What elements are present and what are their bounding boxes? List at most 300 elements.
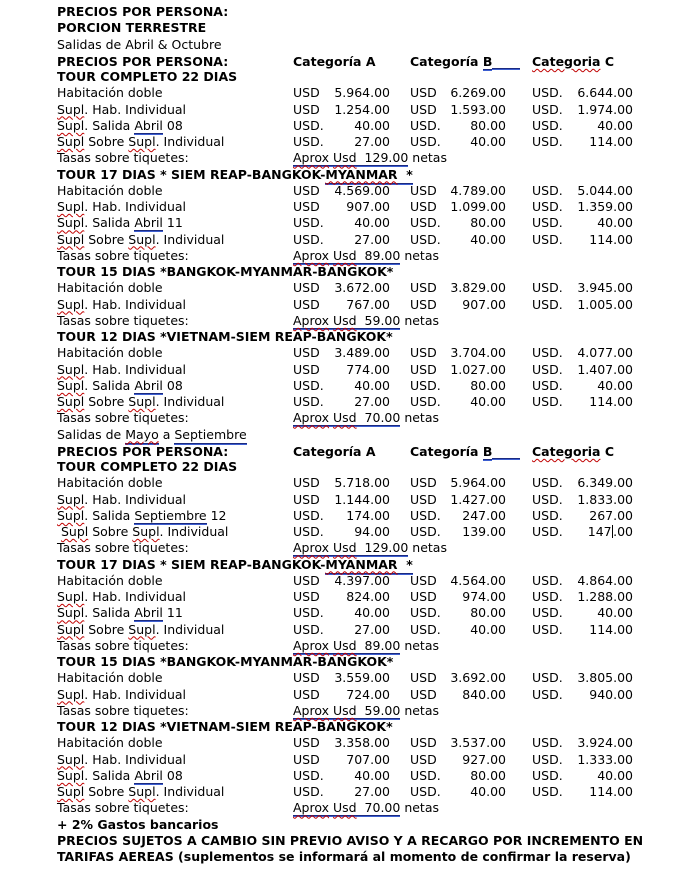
- price-currency: USD.: [532, 686, 563, 702]
- text-span: . Salida: [84, 117, 135, 133]
- row-label: [57, 508, 293, 524]
- misspelled-word: Supl: [57, 361, 85, 377]
- price-amount: 27.00: [354, 134, 390, 149]
- misspelled-word: Supl: [57, 784, 85, 799]
- price-cell: [532, 752, 633, 768]
- price-row: [57, 362, 694, 378]
- misspelled-word: Categoria: [532, 53, 601, 69]
- underlined-word: B: [482, 443, 493, 459]
- text-span: TOUR COMPLETO 22 DIAS: [57, 459, 238, 474]
- price-currency: USD: [293, 101, 320, 117]
- text-span: Sobre: [84, 621, 129, 637]
- price-currency: USD.: [532, 524, 563, 539]
- price-cell: [410, 362, 506, 378]
- price-amount: 1.407.00: [577, 361, 633, 377]
- price-cell: [532, 118, 633, 134]
- price-amount: 27.00: [354, 784, 390, 799]
- price-amount: 927.00: [462, 751, 506, 767]
- price-amount: 3.829.00: [450, 280, 506, 296]
- price-amount: 40.00: [354, 605, 390, 621]
- heading-line: [57, 264, 694, 280]
- price-currency: USD: [293, 572, 320, 588]
- row-label: [57, 622, 293, 638]
- text-span: . Salida: [84, 767, 135, 783]
- underlined-word: Abril: [134, 117, 163, 133]
- price-cell: [293, 297, 390, 313]
- price-cell: [410, 215, 506, 231]
- misspelled-underlined-word: Aprox: [293, 247, 330, 263]
- misspelled-word: Supl: [57, 507, 85, 523]
- text-span: netas: [400, 702, 440, 718]
- price-row: [57, 345, 694, 361]
- row-label: [57, 345, 293, 361]
- price-cell: [532, 183, 633, 199]
- price-currency: USD.: [532, 199, 563, 214]
- price-cell: [532, 199, 633, 215]
- price-currency: USD.: [532, 134, 563, 149]
- price-currency: USD.: [410, 117, 441, 133]
- text-span: C: [600, 53, 615, 69]
- taxes-note: [293, 703, 439, 719]
- underlined-word: B: [482, 53, 493, 69]
- price-currency: USD: [410, 572, 437, 588]
- price-currency: USD.: [293, 524, 324, 539]
- price-row: [57, 394, 694, 410]
- price-cell: [532, 475, 633, 491]
- price-cell: [293, 199, 390, 215]
- price-cell: [532, 102, 633, 118]
- row-label: [57, 492, 293, 508]
- price-amount: 80.00: [470, 215, 506, 231]
- underlined-word: 89.00: [356, 637, 401, 653]
- underlined-word: Abril: [134, 605, 163, 621]
- price-currency: USD: [410, 589, 437, 604]
- price-currency: USD.: [410, 377, 441, 393]
- text-span: Sobre: [84, 231, 129, 247]
- price-amount: 40.00: [354, 117, 390, 133]
- text-span: netas: [400, 312, 440, 328]
- text-span: . Salida: [84, 507, 135, 523]
- misspelled-word: Supl: [57, 394, 85, 409]
- price-row: [57, 378, 694, 394]
- price-cell: [532, 492, 633, 508]
- text-span: Habitación doble: [57, 735, 163, 751]
- text-span: . Hab. Individual: [84, 361, 187, 377]
- misspelled-word: Supl: [57, 589, 85, 604]
- text-span: Habitación doble: [57, 475, 163, 491]
- price-row: [57, 232, 694, 248]
- price-cell: [410, 524, 506, 540]
- misspelled-word: Supl: [57, 117, 85, 133]
- taxes-row: [57, 540, 694, 556]
- misspelled-underlined-word: Usd: [333, 410, 357, 426]
- underlined-word: 59.00: [356, 312, 401, 328]
- price-currency: USD: [410, 296, 437, 312]
- misspelled-underlined-word: MYANMAR: [325, 557, 397, 574]
- price-amount: 27.00: [354, 231, 390, 247]
- text-span: Categoría: [410, 443, 483, 459]
- price-row: [57, 573, 694, 589]
- price-cell: [293, 475, 390, 491]
- price-amount: 6.269.00: [450, 85, 506, 101]
- text-span: TARIFAS AEREAS (suplementos se informará al momento de confirmar la reserva): [57, 849, 631, 864]
- text-span: netas: [400, 247, 440, 263]
- price-row: [57, 85, 694, 101]
- misspelled-underlined-word: Aprox: [293, 150, 330, 166]
- misspelled-word: Categoria: [532, 443, 601, 459]
- price-currency: USD: [293, 751, 320, 767]
- price-cell: [410, 784, 506, 800]
- taxes-note: [293, 410, 439, 426]
- price-cell: [532, 378, 633, 394]
- price-cell: [532, 670, 633, 686]
- price-cell: [532, 687, 633, 703]
- price-amount: 40.00: [470, 134, 506, 149]
- price-cell: [293, 183, 390, 199]
- price-currency: USD.: [410, 784, 441, 799]
- price-cell: [410, 670, 506, 686]
- price-currency: USD: [293, 686, 320, 702]
- text-span: TOUR 15 DIAS *BANGKOK-MYANMAR-BANGKOK*: [57, 264, 394, 279]
- price-cell: [532, 508, 633, 524]
- row-label: [57, 118, 293, 134]
- price-cell: [410, 297, 506, 313]
- price-amount: 840.00: [462, 686, 506, 702]
- price-amount: 3.692.00: [450, 670, 506, 686]
- price-amount: 774.00: [346, 361, 390, 377]
- row-label: [57, 687, 293, 703]
- price-amount: 114.00: [589, 231, 633, 247]
- category-header-row: [57, 443, 694, 459]
- text-span: TOUR 17 DIAS * SIEM REAP-BANGKOK-: [57, 556, 326, 572]
- price-amount: 1.144.00: [334, 491, 390, 507]
- category-header-row: [57, 53, 694, 69]
- price-cell: [532, 345, 633, 361]
- price-amount: 1.333.00: [577, 751, 633, 767]
- underlined-word: 70.00: [356, 800, 401, 816]
- text-line: [57, 427, 694, 443]
- price-amount: 40.00: [354, 215, 390, 231]
- price-cell: [532, 784, 633, 800]
- row-label: [57, 199, 293, 215]
- price-currency: USD: [410, 85, 437, 101]
- price-cell: [293, 102, 390, 118]
- heading-line: [57, 69, 694, 85]
- price-cell: [293, 735, 390, 751]
- price-currency: USD.: [532, 85, 563, 101]
- row-label: [57, 85, 293, 101]
- price-currency: USD.: [532, 572, 563, 588]
- text-span: netas: [400, 410, 440, 426]
- price-amount: 1.288.00: [577, 589, 633, 604]
- underline-spacer: [492, 53, 520, 69]
- price-row: [57, 524, 694, 540]
- misspelled-underlined-word: Usd: [333, 702, 357, 718]
- taxes-row: [57, 150, 694, 166]
- price-cell: [410, 752, 506, 768]
- misspelled-underlined-word: Mayo: [125, 427, 159, 444]
- text-span: . Salida: [84, 377, 135, 393]
- text-span: Salidas de: [57, 426, 126, 442]
- price-amount: 114.00: [589, 134, 633, 149]
- heading-line: [57, 557, 694, 573]
- price-currency: USD.: [410, 605, 441, 621]
- price-cell: [293, 134, 390, 150]
- text-span: Habitación doble: [57, 182, 163, 198]
- price-currency: USD: [410, 345, 437, 361]
- underlined-word: 70.00: [356, 410, 401, 426]
- price-amount: 824.00: [346, 589, 390, 604]
- price-amount: 3.559.00: [334, 670, 390, 686]
- row-label: [57, 735, 293, 751]
- price-currency: USD.: [293, 231, 324, 247]
- misspelled-word: Supl: [128, 231, 156, 247]
- underlined-word: 129.00: [356, 150, 409, 166]
- price-amount: 40.00: [470, 621, 506, 637]
- underline-spacer: [492, 443, 520, 459]
- taxes-row: [57, 703, 694, 719]
- price-amount: 40.00: [597, 215, 633, 231]
- price-amount: 4.397.00: [334, 572, 390, 588]
- price-currency: USD: [293, 199, 320, 214]
- text-span: + 2% Gastos bancarios: [57, 816, 219, 832]
- misspelled-underlined-word: Usd: [333, 800, 357, 816]
- price-amount: 40.00: [354, 767, 390, 783]
- misspelled-word: Supl: [57, 199, 85, 214]
- row-label: [57, 378, 293, 394]
- price-amount: 3.945.00: [577, 280, 633, 296]
- text-span: 08: [162, 767, 183, 783]
- price-cell: [293, 524, 390, 540]
- price-cell: [532, 524, 633, 540]
- price-currency: USD.: [410, 507, 441, 523]
- price-cell: [410, 735, 506, 751]
- row-label: [57, 394, 293, 410]
- misspelled-word: Supl: [128, 784, 156, 799]
- price-cell: [532, 215, 633, 231]
- price-amount: 4.789.00: [450, 182, 506, 198]
- price-row: [57, 183, 694, 199]
- price-cell: [532, 280, 633, 296]
- misspelled-word: Supl: [57, 296, 85, 312]
- text-span: Categoría: [410, 53, 483, 69]
- price-cell: [410, 589, 506, 605]
- text-span: 11: [162, 605, 183, 621]
- price-cell: [410, 475, 506, 491]
- price-currency: USD: [410, 101, 437, 117]
- text-span: . Individual: [155, 784, 225, 799]
- price-cell: [410, 118, 506, 134]
- price-currency: USD.: [532, 182, 563, 198]
- row-label: [57, 183, 293, 199]
- price-amount: 40.00: [470, 394, 506, 409]
- price-row: [57, 199, 694, 215]
- price-currency: USD: [410, 491, 437, 507]
- text-span: 08: [162, 377, 183, 393]
- text-span: . Individual: [155, 231, 225, 247]
- price-amount: 1.254.00: [334, 101, 390, 117]
- column-header-c: [532, 444, 614, 460]
- price-row: [57, 687, 694, 703]
- price-amount: 147 .00: [587, 524, 633, 539]
- price-amount: 80.00: [470, 767, 506, 783]
- price-amount: 940.00: [589, 686, 633, 702]
- price-amount: 5.964.00: [334, 85, 390, 101]
- misspelled-underlined-word: Aprox: [293, 312, 330, 328]
- text-span: Sobre: [84, 394, 129, 409]
- row-label: [57, 102, 293, 118]
- price-currency: USD.: [410, 524, 441, 539]
- misspelled-underlined-word: Aprox: [293, 637, 330, 653]
- underlined-word: Abril: [134, 767, 163, 783]
- price-currency: USD: [293, 475, 320, 491]
- price-amount: 3.805.00: [577, 670, 633, 686]
- text-span: Sobre: [84, 784, 129, 799]
- price-amount: 907.00: [462, 296, 506, 312]
- price-amount: 94.00: [354, 524, 390, 539]
- row-label: Tasas sobre tiquetes:: [57, 637, 189, 653]
- price-currency: USD: [293, 85, 320, 101]
- column-header-b: [410, 443, 532, 460]
- row-label: [57, 232, 293, 248]
- misspelled-underlined-word: Aprox: [293, 540, 330, 556]
- price-amount: 974.00: [462, 589, 506, 604]
- price-cell: [410, 345, 506, 361]
- price-cell: [532, 394, 633, 410]
- price-currency: USD: [293, 589, 320, 604]
- misspelled-word: Supl: [128, 394, 156, 409]
- text-line: [57, 37, 694, 53]
- misspelled-word: Supl: [128, 134, 156, 149]
- text-span: a: [158, 426, 175, 442]
- text-span: Habitación doble: [57, 670, 163, 686]
- text-span: TOUR 15 DIAS *BANGKOK-MYANMAR-BANGKOK*: [57, 654, 394, 669]
- text-span: . Hab. Individual: [84, 686, 187, 702]
- text-span: netas: [408, 540, 447, 556]
- price-amount: 6.644.00: [577, 85, 633, 101]
- price-currency: USD.: [532, 589, 563, 604]
- price-currency: USD.: [532, 280, 563, 296]
- price-currency: USD: [410, 686, 437, 702]
- price-cell: [293, 394, 390, 410]
- price-currency: USD.: [532, 621, 563, 637]
- row-label: [57, 784, 293, 800]
- price-amount: 40.00: [470, 231, 506, 247]
- price-currency: USD.: [532, 735, 563, 751]
- row-label: [57, 752, 293, 768]
- price-amount: 174.00: [346, 507, 390, 523]
- price-cell: [293, 378, 390, 394]
- price-cell: [410, 232, 506, 248]
- text-span: . Individual: [159, 524, 229, 539]
- text-span: 11: [162, 215, 183, 231]
- taxes-row: [57, 248, 694, 264]
- misspelled-word: Supl: [132, 524, 160, 539]
- row-label: Tasas sobre tiquetes:: [57, 247, 189, 263]
- text-span: . Salida: [84, 605, 135, 621]
- price-cell: [532, 735, 633, 751]
- price-cell: [532, 134, 633, 150]
- price-cell: [410, 394, 506, 410]
- text-span: PRECIOS SUJETOS A CAMBIO SIN PREVIO AVISO Y A RECARGO POR INCREMENTO EN: [57, 832, 644, 848]
- underlined-word: Abril: [134, 215, 163, 231]
- price-currency: USD.: [532, 767, 563, 783]
- misspelled-word: Supl: [57, 215, 85, 231]
- price-cell: [293, 362, 390, 378]
- price-amount: 3.358.00: [334, 735, 390, 751]
- misspelled-underlined-word: Usd: [333, 150, 357, 166]
- heading-line: [57, 329, 694, 345]
- row-label: Tasas sobre tiquetes:: [57, 410, 189, 426]
- price-row: [57, 752, 694, 768]
- price-row: [57, 134, 694, 150]
- price-amount: 3.704.00: [450, 345, 506, 361]
- price-currency: USD.: [293, 377, 324, 393]
- price-currency: USD: [410, 361, 437, 377]
- price-currency: USD.: [532, 296, 563, 312]
- price-amount: 5.964.00: [450, 475, 506, 491]
- text-span: . Salida: [84, 215, 135, 231]
- price-amount: 40.00: [597, 767, 633, 783]
- text-span: TOUR 17 DIAS * SIEM REAP-BANGKOK-: [57, 166, 326, 182]
- heading-line: [57, 167, 694, 183]
- price-amount: 27.00: [354, 621, 390, 637]
- taxes-note: [293, 800, 439, 816]
- price-cell: [293, 605, 390, 621]
- price-currency: USD.: [293, 134, 324, 149]
- column-header-c: [532, 54, 614, 70]
- price-cell: [410, 492, 506, 508]
- price-currency: USD.: [532, 361, 563, 377]
- price-currency: USD.: [410, 767, 441, 783]
- text-span: . Individual: [155, 394, 225, 409]
- price-amount: 40.00: [597, 117, 633, 133]
- row-label: Tasas sobre tiquetes:: [57, 150, 189, 166]
- misspelled-word: Supl: [57, 231, 85, 247]
- price-row: [57, 768, 694, 784]
- price-cell: [410, 573, 506, 589]
- misspelled-underlined-word: Aprox: [293, 410, 330, 426]
- price-cell: [532, 232, 633, 248]
- misspelled-word: Supl: [57, 101, 85, 117]
- price-currency: USD.: [293, 784, 324, 799]
- price-amount: 724.00: [346, 686, 390, 702]
- text-span: TOUR COMPLETO 22 DIAS: [57, 69, 238, 84]
- heading-line: [57, 833, 694, 849]
- price-amount: 6.349.00: [577, 475, 633, 491]
- heading-line: [57, 4, 694, 20]
- row-label: Tasas sobre tiquetes:: [57, 312, 189, 328]
- price-amount: 247.00: [462, 507, 506, 523]
- price-currency: USD.: [532, 231, 563, 247]
- price-currency: USD.: [532, 117, 563, 133]
- price-amount: 40.00: [597, 377, 633, 393]
- taxes-row: [57, 800, 694, 816]
- price-cell: [532, 768, 633, 784]
- price-row: [57, 622, 694, 638]
- price-amount: 40.00: [470, 784, 506, 799]
- text-span: TOUR 12 DIAS *VIETNAM-SIEM REAP-BANGKOK*: [57, 329, 393, 344]
- price-currency: USD.: [532, 491, 563, 507]
- misspelled-underlined-word: Usd: [333, 312, 357, 328]
- price-amount: 1.099.00: [450, 199, 506, 214]
- price-cell: [532, 622, 633, 638]
- price-currency: USD: [410, 751, 437, 767]
- price-amount: 3.489.00: [334, 345, 390, 361]
- price-currency: USD.: [410, 134, 441, 149]
- price-currency: USD: [410, 199, 437, 214]
- text-span: Salidas de Abril & Octubre: [57, 36, 222, 52]
